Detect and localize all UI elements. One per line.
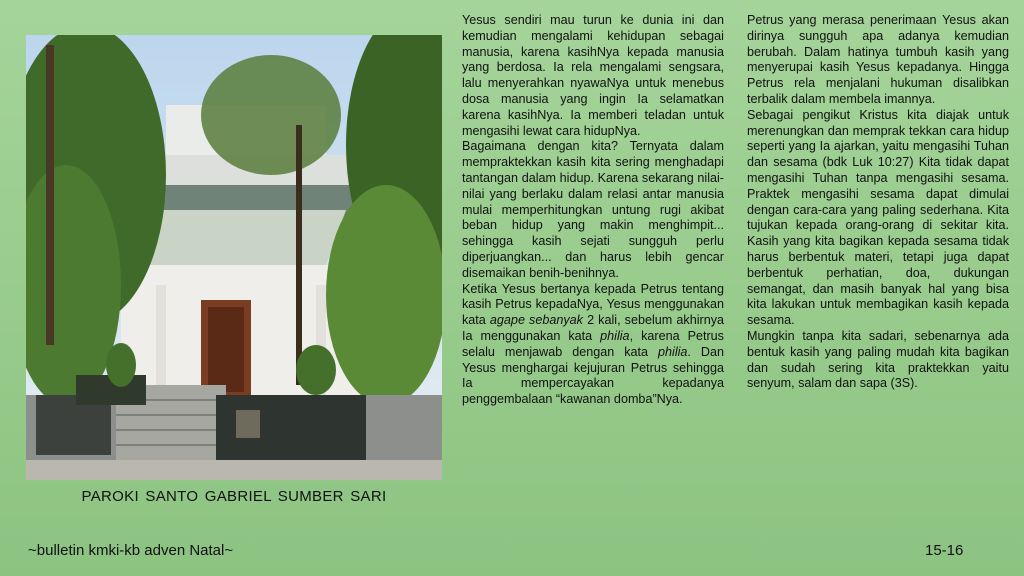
paragraph: Ketika Yesus bertanya kepada Petrus tentang kasih Petrus kepadaNya, Yesus menggunakan kata agape sebanyak 2 kali, sebelum akhirnya Ia menggunakan kata philia, karena Petrus selalu menjawab dengan kata philia. Dan Yesus menghargai kejujuran Petrus sehingga Ia mempercayakan kepadanya penggembalaan “kawanan domba”Nya.: [462, 281, 724, 407]
text-column-1: [462, 13, 724, 408]
page-number: 15-16: [925, 542, 964, 559]
bulletin-title: ~bulletin kmki-kb adven Natal~: [28, 542, 234, 559]
paragraph: Yesus sendiri mau turun ke dunia ini dan kemudian mengalami kehidupan sebagai manusia, karena kasihNya kepada manusia yang berdosa. Ia rela mengalami sengsara, lalu menyerahkan nyawaNya untuk menebus dosa manusia yang ingin Ia selamatkan karena kasihNya. Ia memberi teladan untuk mengasihi lewat cara hidupNya.: [462, 13, 724, 138]
photo-caption: PAROKI SANTO GABRIEL SUMBER SARI: [81, 488, 387, 505]
paragraph: Petrus yang merasa penerimaan Yesus akan dirinya sungguh apa adanya kemudian berubah. Dalam hatinya tumbuh kasih yang menyerupai kasih Yesus kepadanya. Hingga Petrus rela menjalani hukuman disalibkan terbalik dalam membela imannya.: [747, 13, 1009, 106]
church-photo: [26, 35, 442, 480]
text-column-2: [747, 13, 1009, 392]
paragraph: Sebagai pengikut Kristus kita diajak untuk merenungkan dan memprak tekkan cara hidup seperti yang Ia ajarkan, yaitu mengasihi Tuhan dan sesama (bdk Luk 10:27) Kita tidak dapat mengasihi Tuhan tanpa mengasihi sesama. Praktek mengasihi sesama dapat dimulai dengan cara-cara yang paling sederhana. Kita tujukan kepada orang-orang di sekitar kita. Kasih yang kita bagikan kepada sesama tidak harus berbentuk materi, tetapi juga dapat berbentuk perhatian, doa, dukungan semangat, dan masih banyak hal yang bisa kita lakukan untuk membagikan kasih kepada sesama.: [747, 107, 1009, 328]
paragraph: Bagaimana dengan kita? Ternyata dalam mempraktekkan kasih kita sering menghadapi tantangan dalam hidup. Karena sekarang nilai-nilai yang berlaku dalam relasi antar manusia mulai memperhitungkan untung rugi akibat beban hidup yang makin menghimpit... sehingga kasih sejati sungguh perlu diperjuangkan... dan harus lebih gencar disemaikan benih-benihnya.: [462, 139, 724, 280]
paragraph: Mungkin tanpa kita sadari, sebenarnya ada bentuk kasih yang paling mudah kita bagikan dan sudah sering kita praktekkan yaitu senyum, salam dan sapa (3S).: [747, 328, 1009, 391]
church-building-photo-icon: [26, 35, 442, 480]
